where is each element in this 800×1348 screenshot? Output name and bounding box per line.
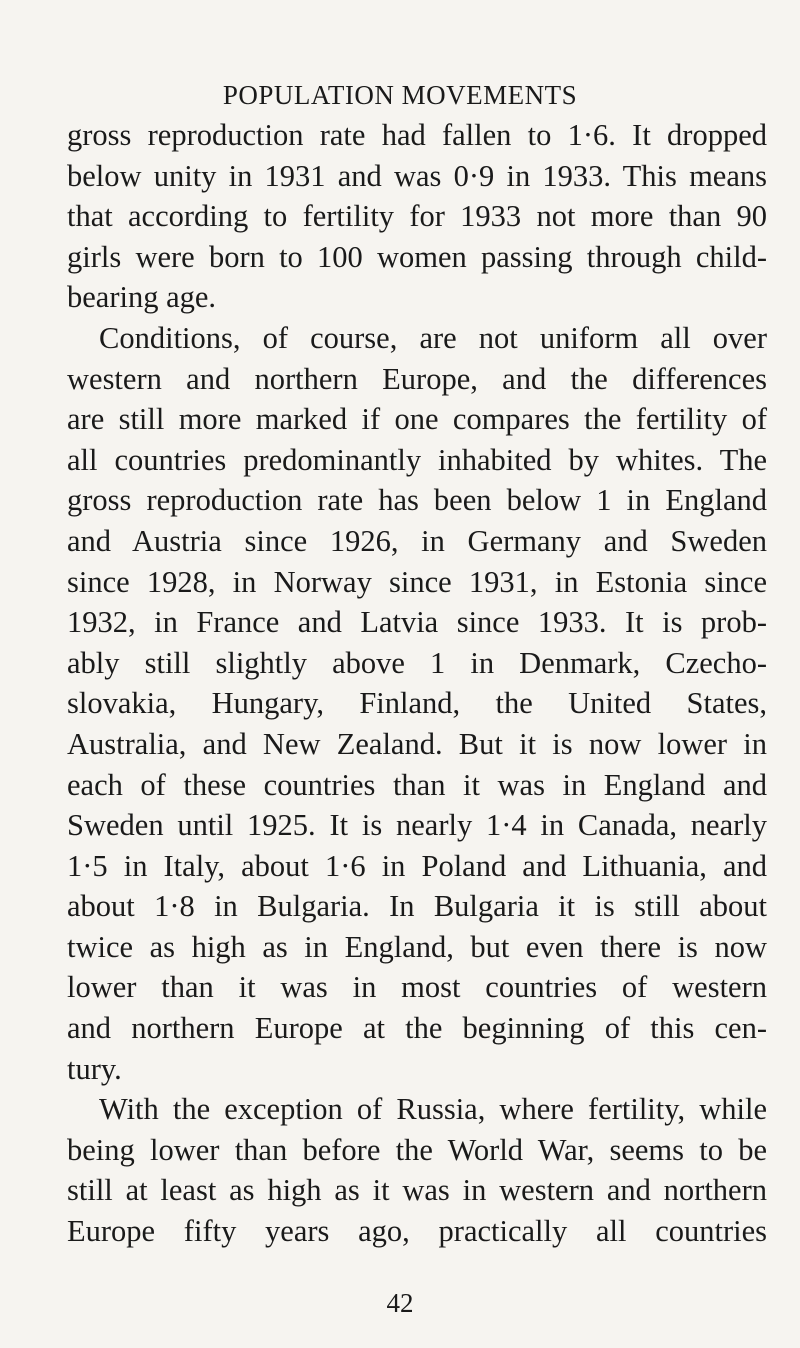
text-line: twice as high as in England, but even there is now xyxy=(67,929,767,964)
text-line: about 1·8 in Bulgaria. In Bulgaria it is still about xyxy=(67,889,767,924)
page-number: 42 xyxy=(386,1288,414,1318)
text-line: Europe fifty years ago, practically all countries xyxy=(67,1214,767,1249)
text-line: bearing age. xyxy=(67,280,217,315)
text-line: gross reproduction rate has been below 1 in England xyxy=(67,483,767,518)
text-line: tury. xyxy=(67,1051,122,1086)
running-head: POPULATION MOVEMENTS xyxy=(222,80,578,110)
text-line: Australia, and New Zealand. But it is now lower in xyxy=(67,726,767,761)
text-line: Sweden until 1925. It is nearly 1·4 in Canada, nearly xyxy=(67,808,767,843)
text-line: girls were born to 100 women passing through child- xyxy=(67,239,767,274)
text-line: all countries predominantly inhabited by whites. The xyxy=(67,442,767,477)
text-line: With the exception of Russia, where fertility, while xyxy=(99,1092,767,1127)
text-line: and northern Europe at the beginning of this cen- xyxy=(67,1011,767,1046)
text-line: slovakia, Hungary, Finland, the United States, xyxy=(67,686,767,721)
text-line: 1·5 in Italy, about 1·6 in Poland and Lithuania, and xyxy=(67,848,767,883)
text-line: each of these countries than it was in England and xyxy=(67,767,767,802)
text-line: below unity in 1931 and was 0·9 in 1933. This means xyxy=(67,158,767,193)
text-line: that according to fertility for 1933 not more than 90 xyxy=(67,199,767,234)
text-line: 1932, in France and Latvia since 1933. It is prob- xyxy=(67,605,767,640)
text-line: since 1928, in Norway since 1931, in Estonia since xyxy=(67,564,767,599)
text-line: are still more marked if one compares the fertility of xyxy=(67,402,767,437)
text-line: Conditions, of course, are not uniform all over xyxy=(99,320,767,355)
text-line: still at least as high as it was in western and northern xyxy=(67,1173,767,1208)
text-line: gross reproduction rate had fallen to 1·6. It dropped xyxy=(67,118,767,152)
text-line: western and northern Europe, and the differences xyxy=(67,361,767,396)
text-line: ably still slightly above 1 in Denmark, Czecho- xyxy=(67,645,767,680)
body-text xyxy=(67,115,767,1252)
text-line: lower than it was in most countries of western xyxy=(67,970,767,1005)
text-line: being lower than before the World War, seems to be xyxy=(67,1132,767,1167)
text-line: and Austria since 1926, in Germany and Sweden xyxy=(67,523,767,558)
